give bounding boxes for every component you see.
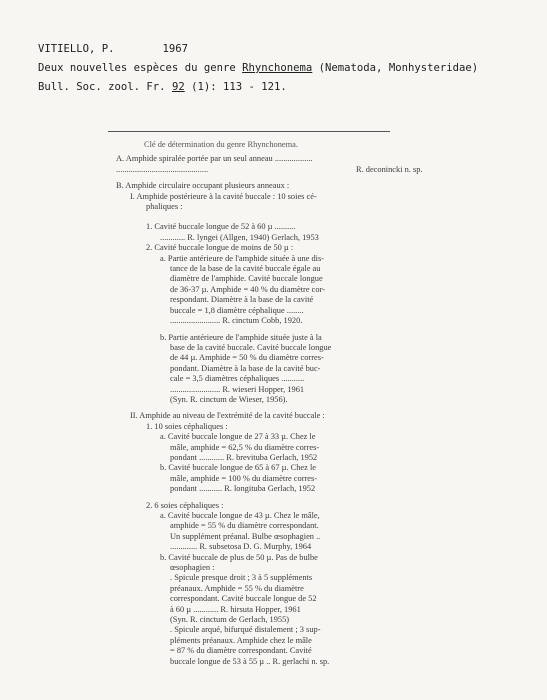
key-line xyxy=(170,636,528,646)
key-line-text: B. Amphide circulaire occupant plusieurs anneaux : xyxy=(116,181,290,191)
key-line xyxy=(170,594,528,604)
key-line xyxy=(170,364,528,374)
key-line xyxy=(170,395,528,405)
title-genus: Rhynchonema xyxy=(242,62,313,74)
key-line-text: 1. Cavité buccale longue de 52 à 60 µ .......... xyxy=(146,222,296,232)
key-line xyxy=(146,501,528,511)
key-line-text: préanaux. Amphide = 55 % du diamètre xyxy=(170,583,304,593)
key-line-text: mâle, amphide = 62,5 % du diamètre corres- xyxy=(170,442,320,452)
key-line xyxy=(170,295,528,305)
key-line-text: . Spicule arqué, bifurqué distalement ; 3 sup- xyxy=(170,625,321,635)
key-line xyxy=(160,432,528,442)
key-line-text: (Syn. R. cinctum de Gerlach, 1955) xyxy=(170,615,290,625)
author: VITIELLO, P. xyxy=(38,43,115,55)
key-line-text: de 44 µ. Amphide = 50 % du diamètre corres- xyxy=(170,353,324,363)
key-line-text: . Spicule presque droit ; 3 à 5 suppléments xyxy=(170,573,313,583)
key-line-text: ............ R. lyngei (Allgen, 1940) Gerlach, 1953 xyxy=(160,232,319,242)
key-line xyxy=(170,264,528,274)
key-line-text: ........................ R. wieseri Hopper, 1961 xyxy=(170,384,305,394)
key-line xyxy=(170,474,528,484)
key-line xyxy=(160,254,528,264)
journal-line xyxy=(38,78,543,97)
key-line-text: 2. 6 soies céphaliques : xyxy=(146,500,224,510)
key-line-text: cale = 3,5 diamètres céphaliques ........... xyxy=(170,374,305,384)
key-line-text: ........................ R. cinctum Cobb, 1920. xyxy=(170,316,303,326)
key-line xyxy=(170,542,528,552)
key-line-text: à 60 µ ............ R. hirsuta Hopper, 1961 xyxy=(170,604,301,614)
key-line-text: (Syn. R. cinctum de Wieser, 1956). xyxy=(170,394,288,404)
year: 1967 xyxy=(162,43,189,55)
key-line-text: pondant. Diamètre à la base de la cavité buc- xyxy=(170,363,321,373)
key-line xyxy=(130,192,528,202)
key-line xyxy=(170,343,528,353)
key-line-text: b. Cavité buccale longue de 65 à 67 µ. Chez le xyxy=(160,463,316,473)
key-line xyxy=(170,563,528,573)
key-line xyxy=(170,453,528,463)
key-line-text: buccale longue de 53 à 55 µ .. R. gerlachi n. sp. xyxy=(170,656,330,666)
key-line xyxy=(170,625,528,635)
key-line xyxy=(160,463,528,473)
pages: (1): 113 - 121. xyxy=(184,81,287,93)
key-line-taxon: R. deconincki n. sp. xyxy=(356,164,423,174)
key-line xyxy=(160,511,528,521)
key-line xyxy=(146,222,528,232)
key-line-text: = 87 % du diamètre correspondant. Cavité xyxy=(170,646,312,656)
key-line-text: A. Amphide spiralée portée par un seul anneau .................. xyxy=(116,154,313,164)
key-line xyxy=(146,422,528,432)
key-line-text: amphide = 55 % du diamètre correspondant. xyxy=(170,521,319,531)
key-line xyxy=(116,154,528,164)
bibliographic-reference xyxy=(38,40,543,97)
key-line-text: buccale = 1,8 diamètre céphalique ........ xyxy=(170,305,304,315)
key-line-text: respondant. Diamètre à la base de la cavité xyxy=(170,295,314,305)
key-line-text: diamètre de l'amphide. Cavité buccale longue xyxy=(170,274,323,284)
key-line xyxy=(170,573,528,583)
key-line-text: II. Amphide au niveau de l'extrémité de la cavité buccale : xyxy=(130,411,325,421)
key-line-text: tance de la base de la cavité buccale égale au xyxy=(170,264,321,274)
key-line xyxy=(146,202,528,212)
journal: Bull. Soc. zool. Fr. xyxy=(38,81,172,93)
key-line xyxy=(170,615,528,625)
title-after: (Nematoda, Monhysteridae) xyxy=(312,62,479,74)
key-line-text: b. Cavité buccale de plus de 50 µ. Pas de bulbe xyxy=(160,552,318,562)
key-line xyxy=(170,274,528,284)
key-line xyxy=(170,646,528,656)
key-line-text: base de la cavité buccale. Cavité buccale longue xyxy=(170,342,332,352)
key-line xyxy=(160,333,528,343)
key-line xyxy=(146,243,528,253)
key-line xyxy=(170,385,528,395)
key-line-text: Un supplément préanal. Bulbe œsophagien .. xyxy=(170,531,321,541)
key-title: Clé de détermination du genre Rhynchonema. xyxy=(144,140,298,149)
key-line xyxy=(170,484,528,494)
key-line-text: mâle, amphide = 100 % du diamètre corres- xyxy=(170,473,318,483)
key-line-text: phaliques : xyxy=(146,202,183,212)
title-line xyxy=(38,59,543,78)
key-line-text: correspondant. Cavité buccale longue de 52 xyxy=(170,594,317,604)
key-line xyxy=(170,605,528,615)
key-line xyxy=(116,165,528,175)
title-before: Deux nouvelles espèces du genre xyxy=(38,62,243,74)
volume: 92 xyxy=(171,81,185,93)
key-line-text: œsophagien : xyxy=(170,563,215,573)
key-line xyxy=(160,233,528,243)
key-line xyxy=(170,306,528,316)
key-line xyxy=(160,553,528,563)
key-line xyxy=(116,181,528,191)
key-line-text: 1. 10 soies céphaliques : xyxy=(146,421,228,431)
key-line xyxy=(170,657,528,667)
key-line xyxy=(170,285,528,295)
author-line xyxy=(38,40,543,59)
key-line-text: de 36-37 µ. Amphide = 40 % du diamètre cor- xyxy=(170,284,325,294)
identification-key xyxy=(108,132,528,667)
key-lines xyxy=(108,154,528,667)
key-line-text: pondant ............ R. brevituba Gerlach, 1952 xyxy=(170,452,318,462)
key-line-text: ............................................ xyxy=(116,164,209,174)
key-line xyxy=(170,443,528,453)
key-line xyxy=(170,532,528,542)
key-line xyxy=(170,316,528,326)
key-line xyxy=(170,584,528,594)
key-line-text: pléments préanaux. Amphide chez le mâle xyxy=(170,635,312,645)
key-line-text: a. Partie antérieure de l'amphide située à une dis- xyxy=(160,253,325,263)
key-line-text: pondant ........... R. longituba Gerlach, 1952 xyxy=(170,484,316,494)
line-gap xyxy=(108,212,528,222)
key-line-text: 2. Cavité buccale longue de moins de 50 µ : xyxy=(146,243,294,253)
key-line-text: b. Partie antérieure de l'amphide située juste à la xyxy=(160,332,322,342)
key-line xyxy=(170,374,528,384)
key-line-text: I. Amphide postérieure à la cavité buccale : 10 soies cé- xyxy=(130,191,317,201)
key-line xyxy=(170,353,528,363)
key-line xyxy=(130,411,528,421)
key-line-text: ............. R. subsetosa D. G. Murphy, 1964 xyxy=(170,542,312,552)
key-line-text: a. Cavité buccale longue de 27 à 33 µ. Chez le xyxy=(160,432,316,442)
key-line-text: a. Cavité buccale longue de 43 µ. Chez le mâle, xyxy=(160,511,320,520)
key-line xyxy=(170,521,528,531)
